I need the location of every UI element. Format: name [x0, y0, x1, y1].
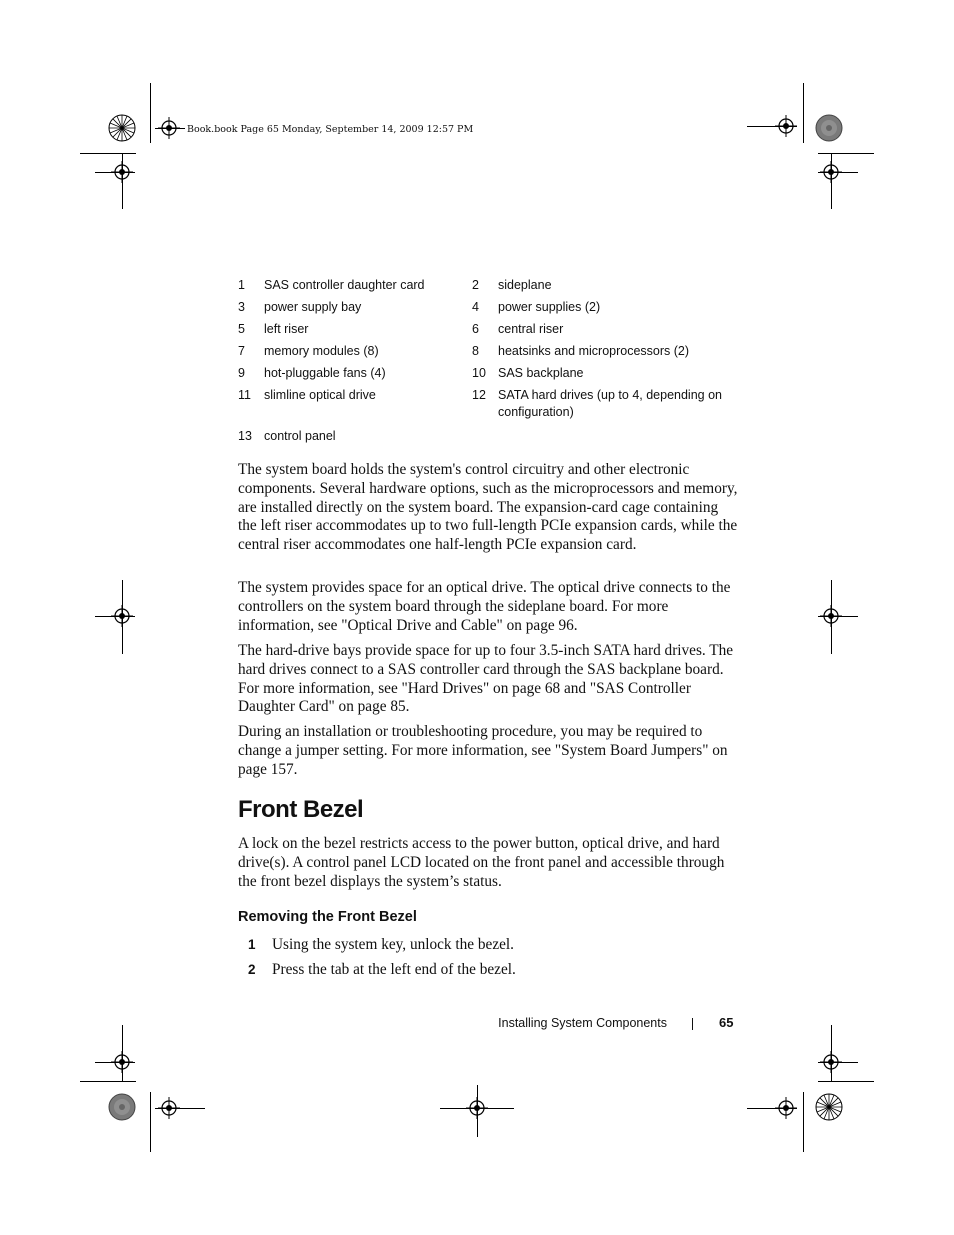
callout-number: 4 [472, 300, 479, 314]
registration-target-icon [820, 161, 842, 183]
registration-target-icon [775, 1097, 797, 1119]
callout-label: power supplies (2) [498, 300, 601, 314]
callout-number [472, 425, 498, 447]
callout-label: control panel [264, 429, 336, 443]
callout-number: 3 [238, 300, 245, 314]
registration-target-icon [158, 117, 180, 139]
registration-target-icon [158, 1097, 180, 1119]
crop-mark [80, 1081, 136, 1082]
footer-chapter-title: Installing System Components [498, 1016, 667, 1030]
callout-number: 7 [238, 344, 245, 358]
body-paragraph [238, 642, 738, 717]
registration-target-icon [111, 1051, 133, 1073]
table-row [238, 384, 738, 425]
table-row [238, 425, 738, 447]
body-paragraph [238, 835, 738, 891]
callout-label [498, 425, 738, 447]
registration-target-icon [111, 161, 133, 183]
callout-number: 2 [472, 278, 479, 292]
callout-number: 10 [472, 366, 486, 380]
crop-mark [803, 1092, 804, 1152]
step-text: Using the system key, unlock the bezel. [272, 936, 515, 953]
starburst-target-icon [108, 114, 136, 142]
callout-label: SATA hard drives (up to 4, depending on configuration) [498, 388, 722, 419]
callout-label: SAS backplane [498, 366, 584, 380]
callout-label: sideplane [498, 278, 552, 292]
body-paragraph [238, 723, 738, 779]
crop-mark [818, 1081, 874, 1082]
list-item [238, 936, 738, 954]
callout-label: left riser [264, 322, 309, 336]
registration-target-icon [111, 605, 133, 627]
crop-mark [803, 83, 804, 143]
crop-mark [818, 153, 874, 154]
callout-number: 1 [238, 278, 245, 292]
callout-label: memory modules (8) [264, 344, 379, 358]
callout-number: 12 [472, 388, 486, 402]
table-row [238, 362, 738, 384]
callout-label: heatsinks and microprocessors (2) [498, 344, 690, 358]
paragraph-optical-drive: The system provides space for an optical drive. The optical drive connects to the controllers on the system board through the sideplane board. For more information, see "Optical Drive and Cable" on page 96. [238, 579, 731, 634]
registration-target-icon [466, 1097, 488, 1119]
step-number: 2 [248, 962, 256, 977]
registration-target-icon [820, 1051, 842, 1073]
body-paragraph [238, 579, 738, 635]
table-row [238, 296, 738, 318]
callout-number: 11 [238, 388, 251, 402]
callout-label: slimline optical drive [264, 388, 376, 402]
step-text: Press the tab at the left end of the bezel. [272, 961, 516, 978]
callout-label: SAS controller daughter card [264, 278, 425, 292]
paragraph-hard-drive-bays: The hard-drive bays provide space for up to four 3.5-inch SATA hard drives. The hard drives connect to a SAS controller card through the SAS backplane board. For more information, see "Hard Drives" on page 68 and "SAS Controller Daughter Card" on page 85. [238, 642, 734, 716]
body-paragraph [238, 461, 738, 555]
callout-legend-table [238, 274, 738, 447]
callout-label: hot-pluggable fans (4) [264, 366, 386, 380]
gray-target-icon [108, 1093, 136, 1121]
list-item [238, 961, 738, 979]
registration-target-icon [775, 115, 797, 137]
page-number: 65 [719, 1015, 734, 1030]
gray-target-icon [815, 114, 843, 142]
crop-mark [150, 1092, 151, 1152]
registration-target-icon [820, 605, 842, 627]
table-row [238, 274, 738, 296]
print-header: Book.book Page 65 Monday, September 14, 2009 12:57 PM [187, 124, 474, 135]
callout-number: 6 [472, 322, 479, 336]
paragraph-system-board: The system board holds the system's control circuitry and other electronic components. Several hardware options, such as the microprocessors and memory, are installed directly on the system board. The expansion-card cage containing the left riser accommodates up to two full-length PCIe expansion cards, while the central riser accommodates one half-length PCIe expansion card. [238, 461, 738, 554]
section-title: Front Bezel [238, 796, 364, 823]
callout-number: 8 [472, 344, 479, 358]
callout-number: 5 [238, 322, 245, 336]
paragraph-jumper: During an installation or troubleshooting procedure, you may be required to change a jumper setting. For more information, see "System Board Jumpers" on page 157. [238, 723, 728, 778]
crop-mark [80, 153, 136, 154]
starburst-target-icon [815, 1093, 843, 1121]
callout-number: 9 [238, 366, 245, 380]
crop-mark [150, 83, 151, 143]
callout-number: 13 [238, 429, 252, 443]
subsection-title: Removing the Front Bezel [238, 909, 417, 925]
table-row [238, 318, 738, 340]
paragraph-front-bezel: A lock on the bezel restricts access to the power button, optical drive, and hard drive(s). A control panel LCD located on the front panel and accessible through the front bezel displays the system’s status. [238, 835, 725, 890]
callout-label: power supply bay [264, 300, 362, 314]
footer-divider [692, 1018, 693, 1030]
step-number: 1 [248, 937, 256, 952]
callout-label: central riser [498, 322, 564, 336]
table-row [238, 340, 738, 362]
